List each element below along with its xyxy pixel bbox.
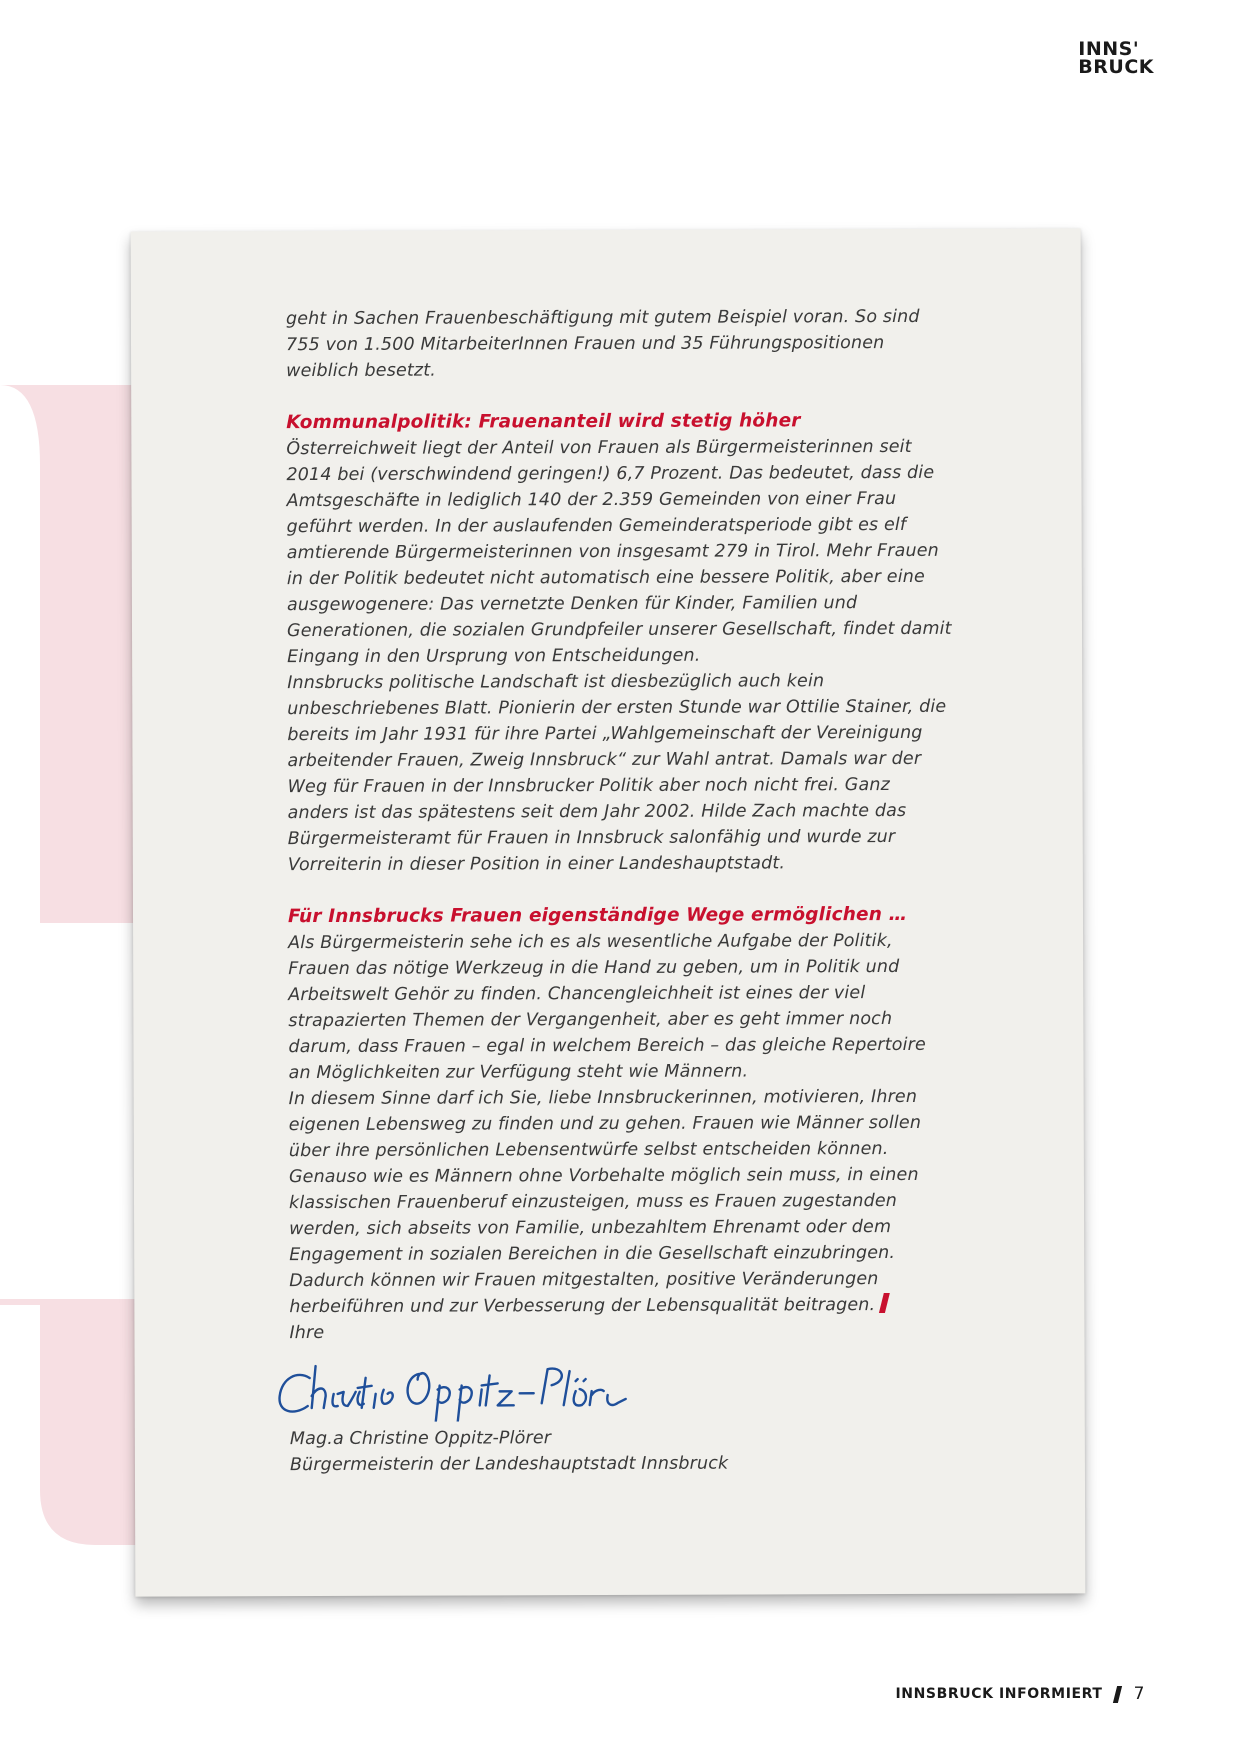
handwritten-signature [272,1355,632,1422]
section2-paragraph-2: In diesem Sinne darf ich Sie, liebe Innsbruckerinnen, motivieren, Ihren eigenen Lebensweg zu finden und zu gehen. Frauen wie Männer sollen über ihre persönlichen Lebensentwürfe selbst entscheiden können. Genauso wie es Männern ohne Vorbehalte möglich sein muss, in einen klassischen Frauenberuf einzusteigen, muss es Frauen zugestanden werden, sich abseits von Familie, unbezahltem Ehrenamt oder dem Engagement in sozialen Bereichen in die Gesellschaft einzubringen. Dadurch können wir Frauen mitgestalten, positive Veränderungen herbeiführen und zur Verbesserung der Lebensqualität beitragen. [288,1086,922,1318]
letter-paper [131,228,1086,1596]
section1-paragraph-2: Innsbrucks politische Landschaft ist diesbezüglich auch kein unbeschriebenes Blatt. Pionierin der ersten Stunde war Ottilie Stainer, die bereits im Jahr 1931 für ihre Partei „Wahlgemeinschaft der Vereinigung arbeitender Frauen, Zweig Innsbruck“ zur Wahl antrat. Damals war der Weg für Frauen in der Innsbrucker Politik aber noch nicht frei. Ganz anders ist das spätestens seit dem Jahr 2002. Hilde Zach machte das Bürgermeisteramt für Frauen in Innsbruck salonfähig und wurde zur Vorreiterin in dieser Position in einer Landeshauptstadt. [287,671,947,876]
section2-paragraph-1: Als Bürgermeisterin sehe ich es als wesentliche Aufgabe der Politik, Frauen das nötige Werkzeug in die Hand zu geben, um in Politik und Arbeitswelt Gehör zu finden. Chancengleichheit ist eines der viel strapazierten Themen der Vergangenheit, aber es geht immer noch darum, dass Frauen – egal in welchem Bereich – das gleiche Repertoire an Möglichkeiten zur Verfügung steht wie Männern. [288,931,926,1084]
signer-name: Mag.a Christine Oppitz-Plörer [289,1428,552,1450]
end-mark-icon [879,1293,890,1313]
signer-title: Bürgermeisterin der Landeshauptstadt Innsbruck [289,1453,729,1476]
letter-body [286,304,955,1478]
section2-paragraph-2-wrapper [289,1084,955,1320]
publication-name: INNSBRUCK INFORMIERT [895,1686,1103,1702]
innsbruck-logo [1078,40,1154,76]
logo-line-1: INNS' [1078,38,1140,60]
page-footer [895,1684,1145,1704]
section1-paragraph-1: Österreichweit liegt der Anteil von Frauen als Bürgermeisterinnen seit 2014 bei (verschwindend geringen!) 6,7 Prozent. Das bedeutet, dass die Amtsgeschäfte in lediglich 140 der 2.359 Gemeinden von einer Frau geführt werden. In der auslaufenden Gemeinderatsperiode gibt es elf amtierende Bürgermeisterinnen von insgesamt 279 in Tirol. Mehr Frauen in der Politik bedeutet nicht automatisch eine bessere Politik, aber eine ausgewogenere: Das vernetzte Denken für Kinder, Familien und Generationen, die sozialen Grundpfeiler unserer Gesellschaft, findet damit Eingang in den Ursprung von Entscheidungen. [286,436,952,668]
intro-paragraph: geht in Sachen Frauenbeschäftigung mit gutem Beispiel voran. So sind 755 von 1.500 MitarbeiterInnen Frauen und 35 Führungspositionen weiblich besetzt. [285,306,920,382]
closing-salutation: Ihre [289,1322,325,1344]
page-number: 7 [1133,1684,1145,1704]
footer-slash-icon [1112,1686,1121,1703]
section-heading-kommunalpolitik: Kommunalpolitik: Frauenanteil wird stetig höher [286,410,801,434]
section-heading-frauen-wege: Für Innsbrucks Frauen eigenständige Wege ermöglichen … [287,903,908,928]
logo-line-2: BRUCK [1078,56,1154,78]
